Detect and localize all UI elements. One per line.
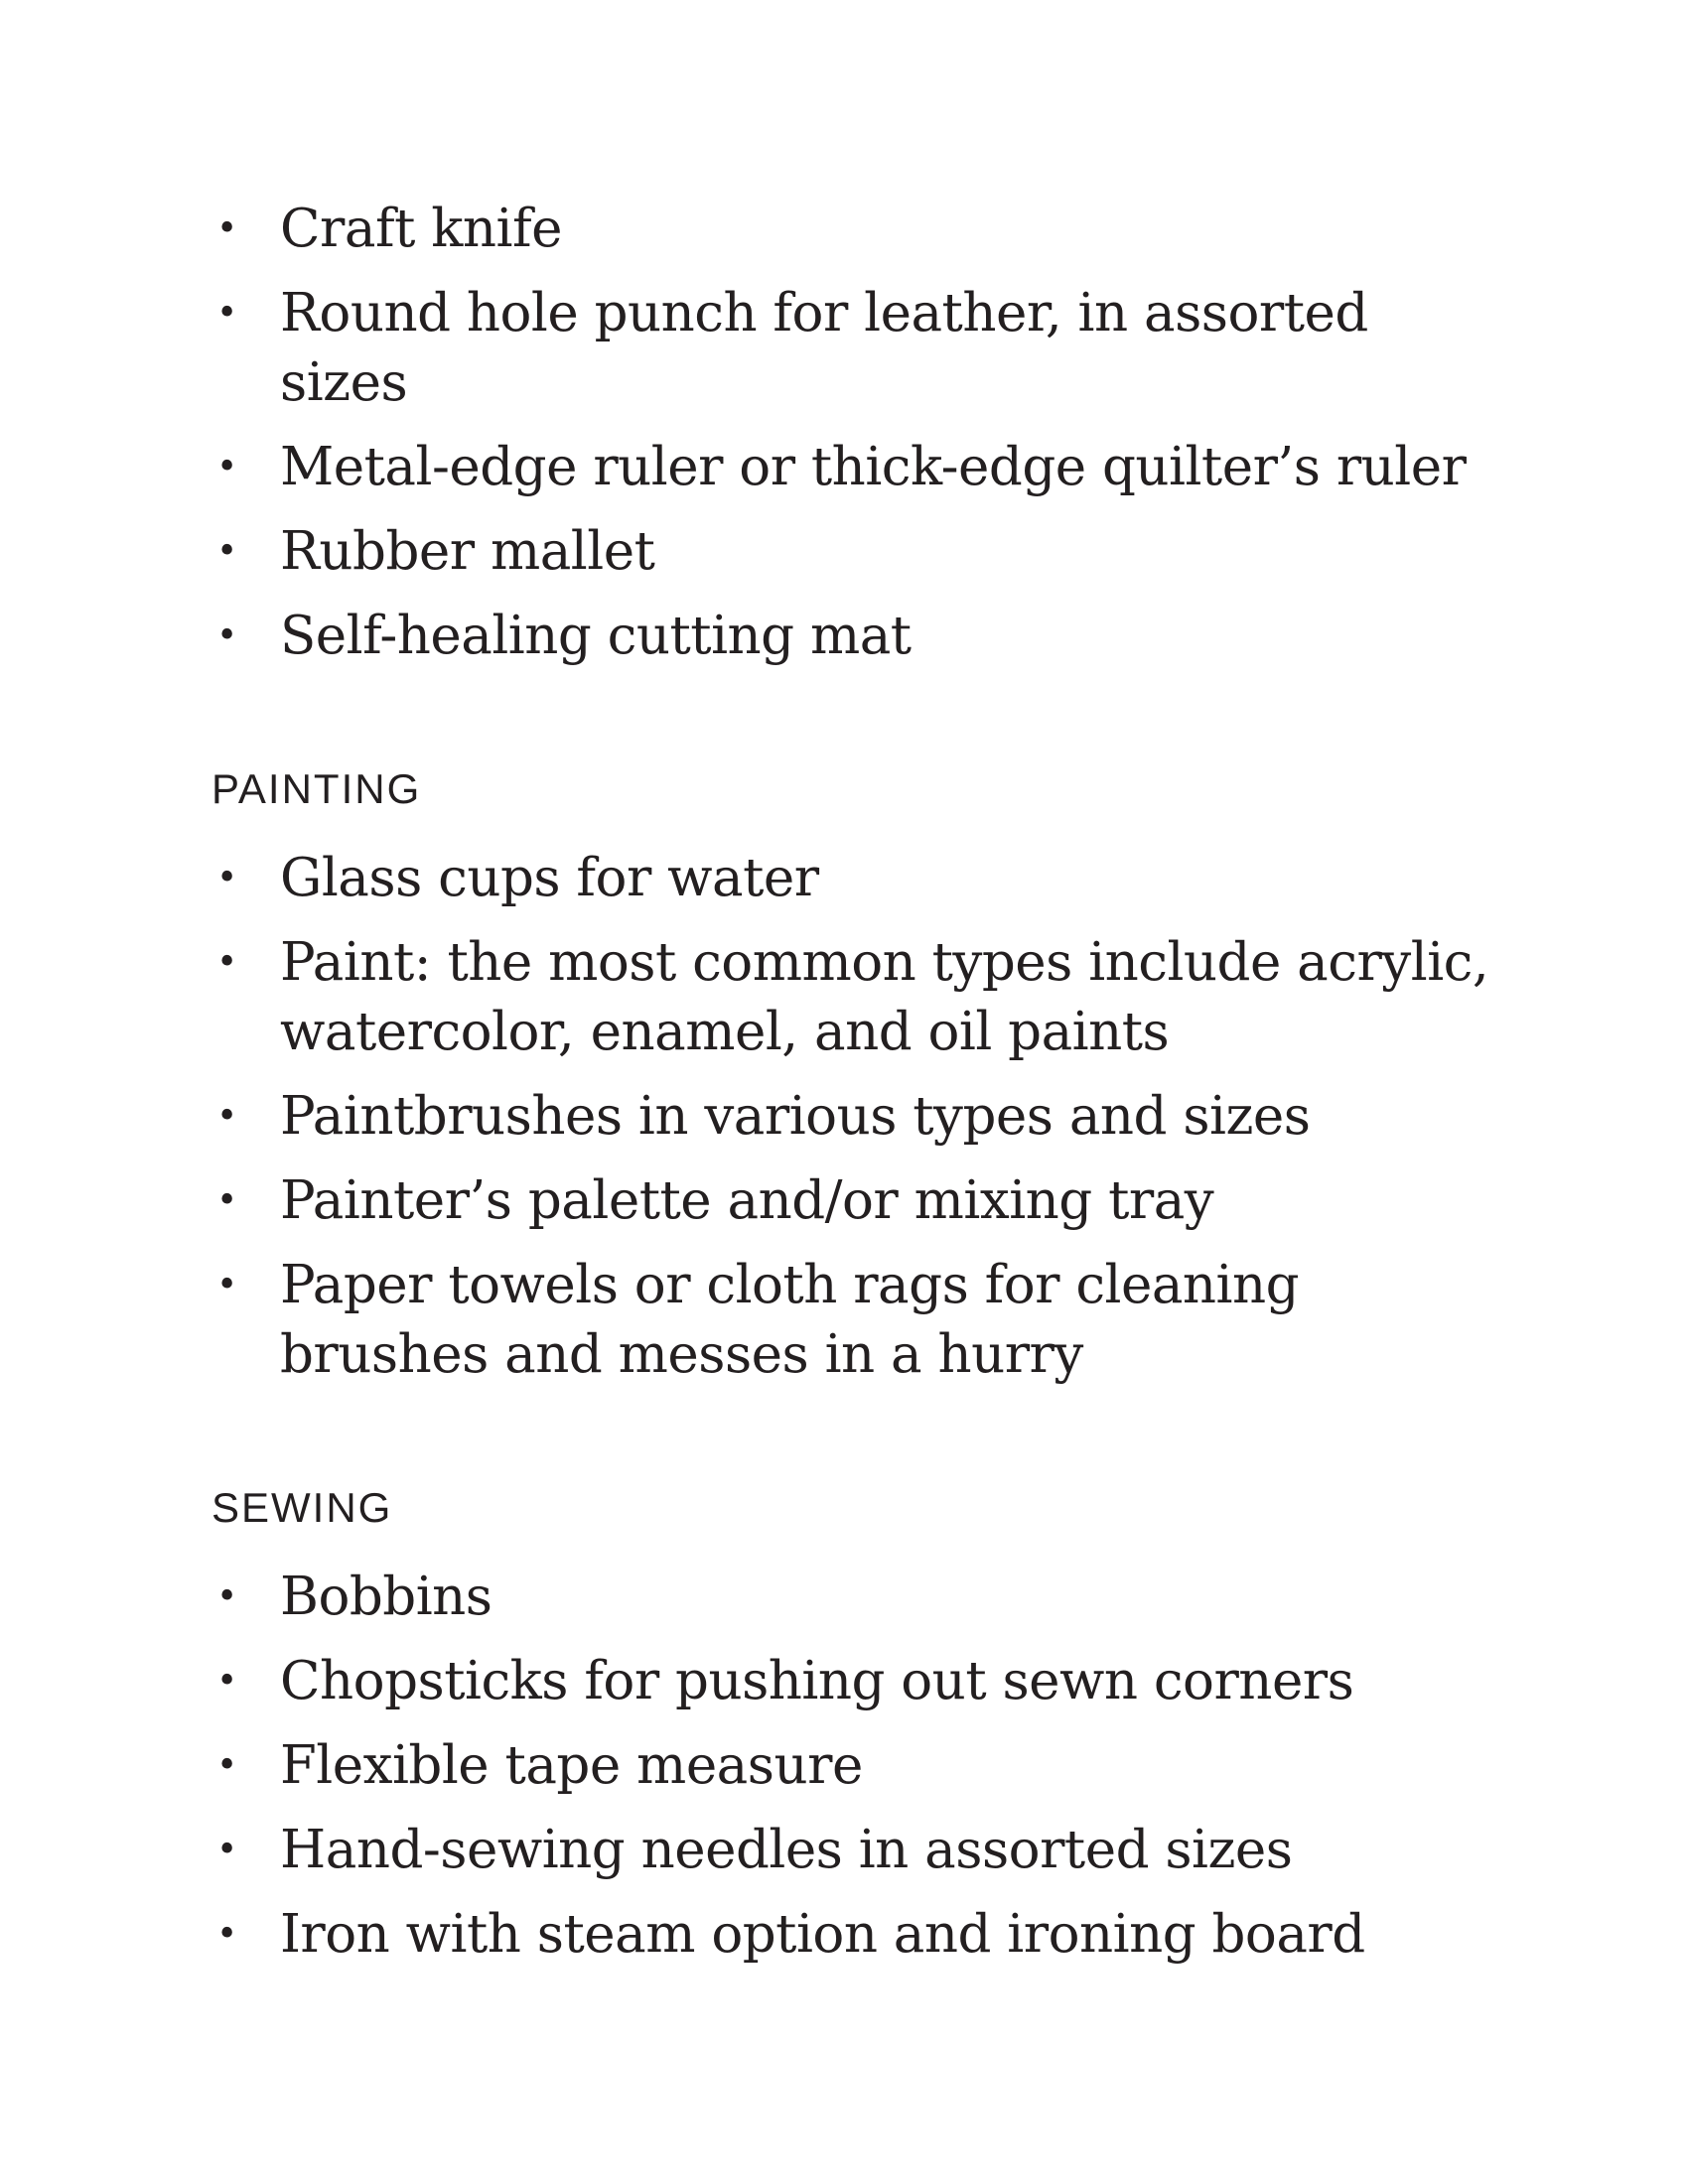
list-item-text: Paintbrushes in various types and sizes [280, 1086, 1311, 1147]
bullet-icon: • [216, 858, 237, 898]
list-item-text: Self-healing cutting mat [280, 606, 912, 666]
tools-list [211, 195, 1501, 671]
bullet-icon: • [216, 1576, 237, 1617]
tools-section [211, 195, 1501, 686]
bullet-icon: • [216, 447, 237, 487]
sewing-list [211, 1563, 1501, 1970]
list-item-text: Flexible tape measure [280, 1735, 863, 1796]
list-item-text: Craft knife [280, 199, 562, 259]
bullet-icon: • [216, 293, 237, 334]
list-item-text: Round hole punch for leather, in assorted sizes [280, 283, 1368, 413]
bullet-icon: • [216, 942, 237, 983]
list-item [211, 279, 1501, 418]
list-item [211, 433, 1501, 502]
list-item [211, 1082, 1501, 1152]
bullet-icon: • [216, 615, 237, 656]
list-item-text: Paint: the most common types include acrylic, watercolor, enamel, and oil paints [280, 932, 1489, 1062]
list-item-text: Metal-edge ruler or thick-edge quilter’s ruler [280, 437, 1467, 497]
bullet-icon: • [216, 1096, 237, 1137]
list-item [211, 602, 1501, 671]
list-item [211, 1647, 1501, 1716]
list-item-text: Rubber mallet [280, 521, 655, 582]
bullet-icon: • [216, 1180, 237, 1221]
list-item [211, 517, 1501, 587]
painting-section [211, 844, 1501, 1405]
list-item-text: Iron with steam option and ironing board [280, 1904, 1365, 1965]
bullet-icon: • [216, 1745, 237, 1786]
bullet-icon: • [216, 208, 237, 249]
bullet-icon: • [216, 531, 237, 572]
bullet-icon: • [216, 1265, 237, 1305]
list-item [211, 1563, 1501, 1632]
sewing-heading: SEWING [211, 1484, 393, 1531]
sewing-section [211, 1563, 1501, 1984]
list-item-text: Bobbins [280, 1567, 492, 1627]
list-item [211, 928, 1501, 1067]
list-item [211, 1166, 1501, 1236]
list-item-text: Painter’s palette and/or mixing tray [280, 1170, 1214, 1231]
list-item-text: Paper towels or cloth rags for cleaning brushes and messes in a hurry [280, 1255, 1300, 1385]
list-item-text: Hand-sewing needles in assorted sizes [280, 1820, 1293, 1880]
bullet-icon: • [216, 1661, 237, 1702]
list-item [211, 195, 1501, 264]
list-item [211, 844, 1501, 913]
list-item-text: Chopsticks for pushing out sewn corners [280, 1651, 1354, 1711]
list-item [211, 1731, 1501, 1801]
bullet-icon: • [216, 1914, 237, 1955]
bullet-icon: • [216, 1830, 237, 1870]
list-item [211, 1816, 1501, 1885]
painting-list [211, 844, 1501, 1390]
list-item-text: Glass cups for water [280, 848, 819, 908]
list-item [211, 1251, 1501, 1390]
painting-heading: PAINTING [211, 765, 422, 812]
list-item [211, 1900, 1501, 1970]
